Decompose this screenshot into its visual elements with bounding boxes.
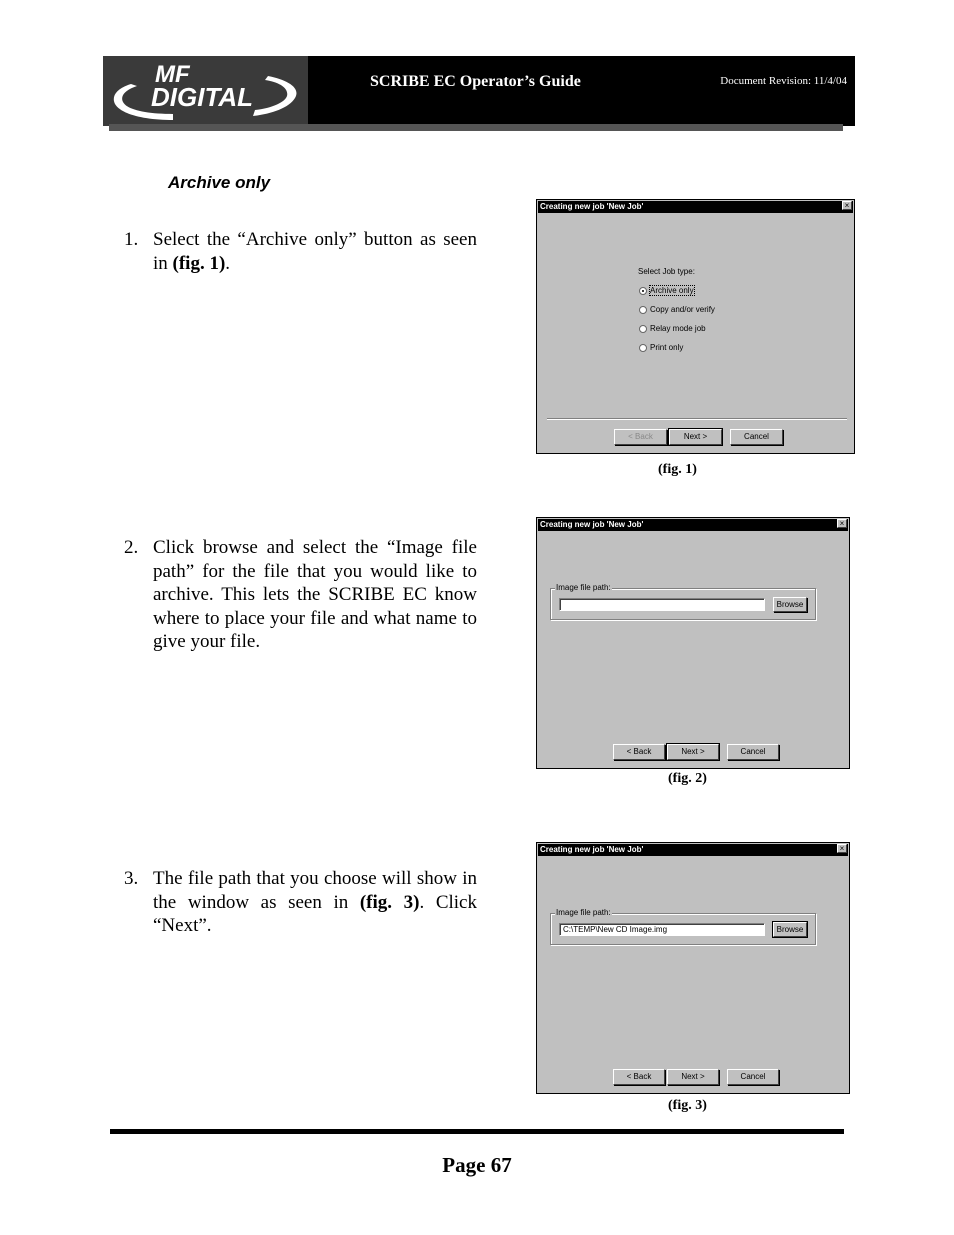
group-label: Image file path: <box>556 908 611 917</box>
page-number: Page 67 <box>442 1153 512 1177</box>
step-text: Select the “Archive only” button as seen in (fig. 1). <box>153 229 477 274</box>
fig3-dialog <box>536 842 850 1094</box>
radio-icon <box>639 287 647 295</box>
step-number: 3. <box>124 868 139 889</box>
next-button[interactable]: Next > <box>667 1069 719 1085</box>
image-path-input[interactable] <box>559 598 765 611</box>
radio-archive-only[interactable]: Archive only <box>639 286 694 295</box>
radio-print-only[interactable]: Print only <box>639 343 683 352</box>
step-1 <box>124 228 477 275</box>
back-button[interactable]: < Back <box>614 429 667 445</box>
fig1-dialog <box>536 199 855 454</box>
radio-relay-mode[interactable]: Relay mode job <box>639 324 706 333</box>
footer-rule <box>110 1129 844 1134</box>
header-shadow <box>109 124 843 131</box>
dialog-title: Creating new job 'New Job' <box>538 519 848 531</box>
step-text: Click browse and select the “Image file path” for the file that you would like to archive. This lets the SCRIBE EC know where to place your file and what name to give your file. <box>153 537 477 652</box>
step-2 <box>124 536 477 654</box>
fig1-caption: (fig. 1) <box>658 462 697 477</box>
document-revision: Document Revision: 11/4/04 <box>720 75 847 87</box>
image-path-input[interactable]: C:\TEMP\New CD Image.img <box>559 923 765 936</box>
next-button[interactable]: Next > <box>667 744 719 760</box>
step-number: 1. <box>124 229 139 250</box>
dialog-title: Creating new job 'New Job' <box>538 844 848 856</box>
next-button[interactable]: Next > <box>669 429 722 445</box>
svg-text:DIGITAL: DIGITAL <box>151 82 254 112</box>
close-icon[interactable]: × <box>842 201 852 210</box>
back-button[interactable]: < Back <box>613 1069 665 1085</box>
mf-digital-logo <box>103 56 308 126</box>
browse-button[interactable]: Browse <box>773 922 807 937</box>
fig2-dialog <box>536 517 850 769</box>
cancel-button[interactable]: Cancel <box>730 429 783 445</box>
back-button[interactable]: < Back <box>613 744 665 760</box>
section-title: Archive only <box>168 173 271 192</box>
radio-icon <box>639 344 647 352</box>
close-icon[interactable]: × <box>837 519 847 528</box>
separator <box>547 418 847 420</box>
cancel-button[interactable]: Cancel <box>727 1069 779 1085</box>
close-icon[interactable]: × <box>837 844 847 853</box>
radio-icon <box>639 325 647 333</box>
job-type-options <box>639 286 759 366</box>
figure-reference: (fig. 1) <box>172 252 226 274</box>
job-type-prompt: Select Job type: <box>638 267 695 276</box>
fig3-caption: (fig. 3) <box>668 1098 707 1113</box>
step-number: 2. <box>124 537 139 558</box>
svg-text:MF: MF <box>155 61 190 88</box>
dialog-title: Creating new job 'New Job' <box>538 201 853 213</box>
cancel-button[interactable]: Cancel <box>727 744 779 760</box>
image-path-group <box>550 583 816 620</box>
step-text: The file path that you choose will show in the window as seen in (fig. 3). Click “Next”. <box>153 868 477 936</box>
image-path-group <box>550 908 816 945</box>
figure-reference: (fig. 3) <box>359 891 420 913</box>
browse-button[interactable]: Browse <box>773 597 807 612</box>
document-title: SCRIBE EC Operator’s Guide <box>370 73 581 90</box>
page-header <box>103 56 855 126</box>
radio-icon <box>639 306 647 314</box>
radio-copy-verify[interactable]: Copy and/or verify <box>639 305 715 314</box>
step-3 <box>124 867 477 938</box>
group-label: Image file path: <box>556 583 611 592</box>
fig2-caption: (fig. 2) <box>668 771 707 786</box>
